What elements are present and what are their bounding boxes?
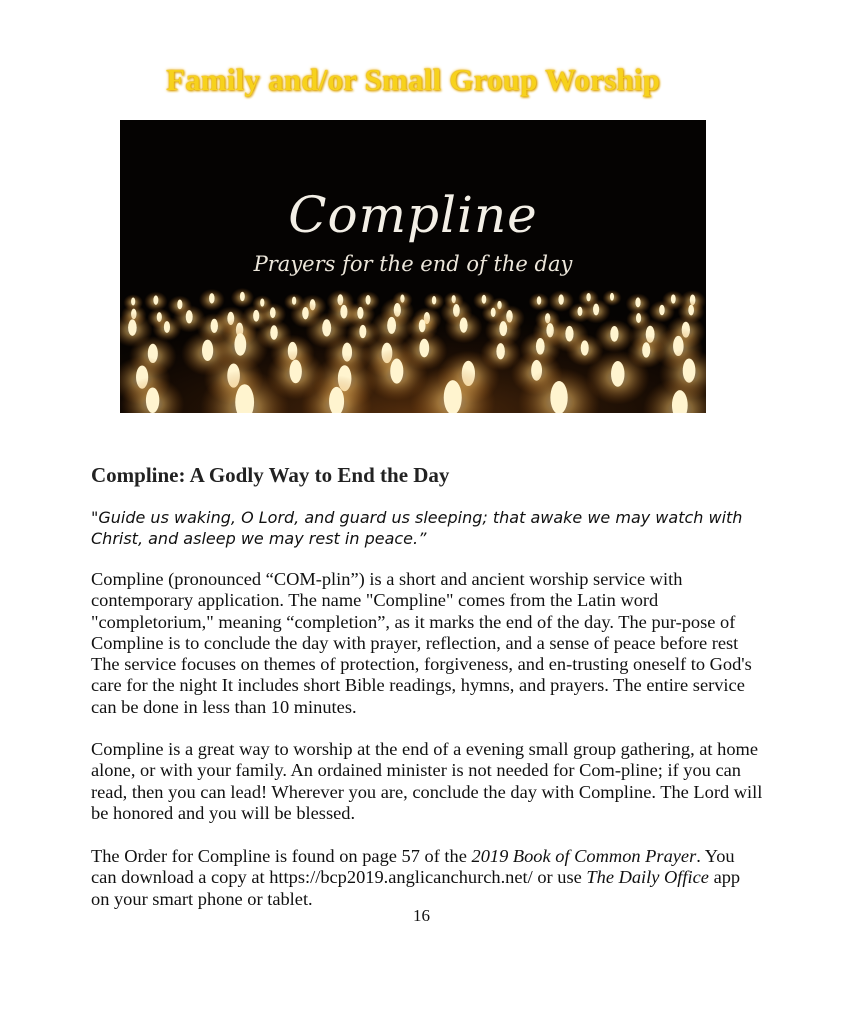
candle-flame [499, 321, 507, 336]
book-title: 2019 Book of Common Prayer [471, 846, 697, 866]
candle-flame [581, 340, 589, 355]
candle-flame [593, 304, 599, 316]
candle-flame [202, 340, 213, 361]
candle-flame [460, 317, 468, 332]
candle-flame [211, 319, 218, 333]
candle-flame [253, 310, 259, 322]
candle-flame [289, 360, 301, 384]
paragraph-where-to-find [91, 846, 763, 910]
candle-flame [432, 296, 436, 304]
paragraph-text-part1: The Order for Compline is found on page 57 of the [91, 846, 472, 866]
candle-flame [659, 305, 665, 316]
opening-quote: "Guide us waking, O Lord, and guard us sleeping; that awake we may watch with Christ, and asleep we may rest in peace.” [91, 508, 743, 548]
candle-flame [234, 333, 246, 355]
candle-flame [671, 294, 676, 303]
candle-flame [128, 319, 137, 335]
banner-subtitle: Prayers for the end of the day [253, 252, 573, 276]
candle-flame [611, 361, 624, 387]
candle-flame [482, 295, 487, 304]
candle-flame [558, 294, 563, 304]
candle-flame [688, 305, 694, 316]
candle-flame [496, 343, 505, 359]
candle-flame [270, 325, 278, 339]
candle-flame [131, 297, 135, 305]
candle-flame [164, 321, 170, 333]
candle-flame [153, 295, 158, 304]
candle-flame [240, 292, 245, 301]
candle-flame [186, 310, 193, 323]
candle-flame [610, 326, 618, 342]
paragraph-text-part2: . You can download a copy at https://bcp2019.anglicanchurch.net/ or use [91, 846, 735, 888]
paragraph-how-to-use: Compline is a great way to worship at the end of a evening small group gathering, at home alone, or with your family. An ordained minister is not needed for Com-pline; if you can read, then you can lead! Wherever you are, conclude the day with Compline. The Lord will be honored and you will be blessed. [91, 739, 763, 823]
app-name: The Daily Office [586, 867, 709, 888]
candle-flame [387, 317, 396, 334]
compline-banner-image [120, 120, 706, 413]
candle-flame [635, 297, 640, 307]
page-title: Family and/or Small Group Worship [165, 62, 661, 97]
section-heading: Compline: A Godly Way to End the Day [91, 463, 450, 487]
banner-title: Compline [288, 186, 538, 244]
candle-flame [260, 298, 264, 306]
candle-flame [209, 293, 215, 304]
candle-flame [537, 296, 541, 304]
candle-flame [642, 342, 650, 357]
candle-flame [302, 307, 308, 319]
paragraph-text-part3: app on your smart phone or tablet. [91, 867, 741, 909]
candle-flame [419, 319, 426, 332]
candle-flame [322, 319, 331, 336]
candle-flame [444, 380, 462, 413]
candle-flame [610, 293, 614, 301]
candle-flame [419, 339, 429, 358]
candle-flame [270, 307, 276, 318]
candle-flame [146, 387, 159, 413]
paragraph-about-compline: Compline (pronounced “COM-plin”) is a short and ancient worship service with contemporary application. The name "Compline" comes from the Latin word "completorium," meaning “completion”, as it marks the end of the day. The pur-pose of Compline is to conclude the day with prayer, reflection, and a sense of peace before rest The service focuses on themes of protection, forgiveness, and en-trusting oneself to God's care for the night It includes short Bible readings, hymns, and prayers. The entire service can be done in less than 10 minutes. [91, 569, 752, 717]
candle-flame [359, 325, 366, 338]
candle-flame [550, 381, 567, 413]
candle-flame [357, 307, 363, 319]
candle-flame [292, 297, 296, 305]
candle-flame [390, 359, 403, 384]
page-number: 16 [413, 906, 430, 925]
